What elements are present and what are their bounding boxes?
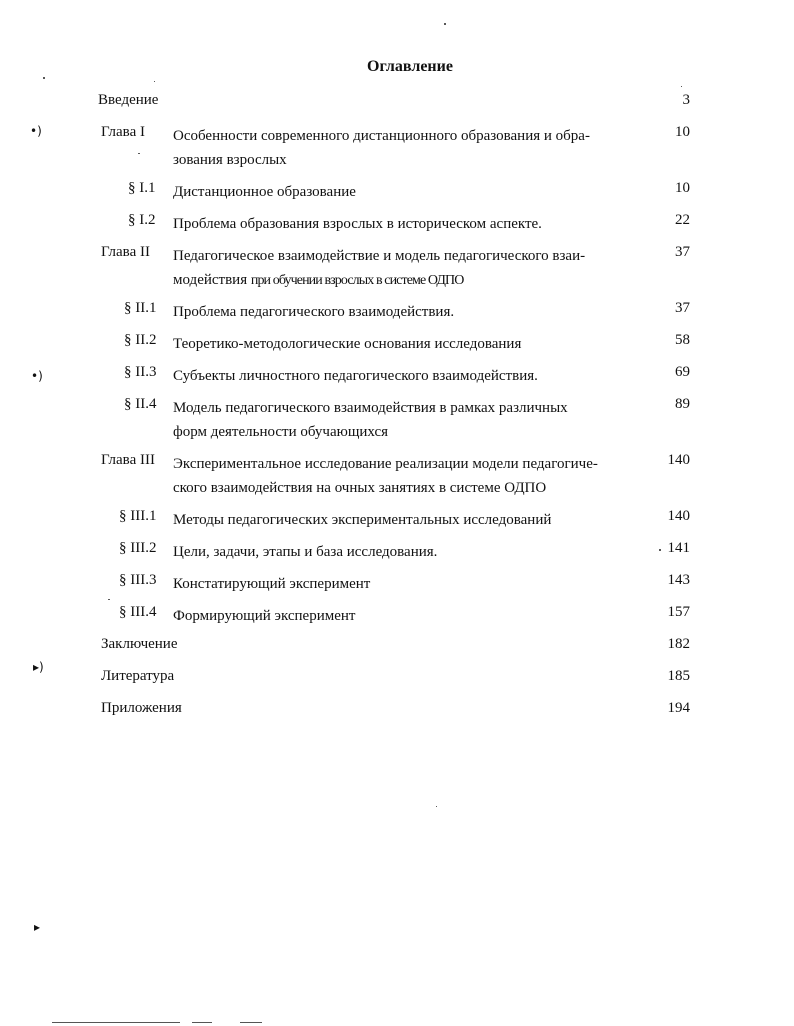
toc-entry-title [173, 508, 643, 532]
toc-entry-title-line: Дистанционное образование [173, 184, 356, 200]
toc-page-number: 140 [667, 508, 690, 524]
scan-hole-mark: •) [30, 124, 42, 138]
toc-page-number: 157 [667, 604, 690, 620]
scan-speck [659, 549, 661, 551]
toc-entry-label: § II.2 [124, 332, 157, 348]
toc-page-number: 58 [675, 332, 690, 348]
toc-page-number: 37 [675, 300, 690, 316]
page-title: Оглавление [367, 58, 453, 75]
toc-entry-title-line: зования взрослых [173, 152, 287, 168]
toc-entry-label: § I.2 [128, 212, 156, 228]
scan-speck [108, 599, 110, 600]
toc-entry-title [173, 540, 643, 564]
toc-entry-label: § II.3 [124, 364, 157, 380]
scan-edge-line [192, 1022, 212, 1023]
toc-entry-title-line: форм деятельности обучающихся [173, 424, 389, 440]
toc-entry-label: § II.4 [124, 396, 157, 412]
toc-entry-label: § III.2 [119, 540, 157, 556]
toc-page-number: 69 [675, 364, 690, 380]
toc-entry-label: Глава III [101, 452, 155, 468]
toc-page-number: 89 [675, 396, 690, 412]
toc-entry-title [173, 124, 643, 172]
toc-entry-title-line [173, 268, 643, 293]
toc-page-number: 143 [667, 572, 690, 588]
toc-entry-title [173, 244, 643, 293]
toc-entry-title-line: Педагогическое взаимодействие и модель педагогического взаи- [173, 248, 586, 264]
toc-entry-title-line: Методы педагогических экспериментальных исследований [173, 512, 552, 528]
toc-entry-label: Литература [101, 668, 175, 684]
toc-entry-title [173, 300, 643, 324]
toc-entry-title [173, 332, 643, 356]
toc-page-number: 37 [675, 244, 690, 260]
scan-edge-line [52, 1022, 180, 1023]
toc-page-number: 194 [667, 700, 690, 716]
toc-page-number: 141 [667, 540, 690, 556]
scan-speck [43, 77, 45, 79]
toc-entry-title-line-start: модействия [173, 272, 248, 288]
toc-page-number: 3 [682, 92, 690, 108]
scan-speck [154, 81, 155, 82]
scan-hole-mark: ▸ [34, 920, 41, 934]
toc-entry-label: § II.1 [124, 300, 157, 316]
toc-entry-title-line: Особенности современного дистанционного образования и обра- [173, 128, 590, 144]
toc-entry-label: § III.4 [119, 604, 157, 620]
toc-page-number: 140 [667, 452, 690, 468]
toc-entry-title-line: Теоретико-методологические основания исследования [173, 336, 522, 352]
toc-page-number: 182 [667, 636, 690, 652]
scan-speck [138, 153, 140, 154]
scan-hole-mark: •) [31, 369, 43, 383]
toc-entry-title-line: Субъекты личностного педагогического взаимодействия. [173, 368, 538, 384]
toc-entry-title-line: Формирующий эксперимент [173, 608, 356, 624]
toc-page-number: 10 [675, 180, 690, 196]
toc-entry-title-line: Экспериментальное исследование реализации модели педагогиче- [173, 456, 598, 472]
toc-entry-label: Введение [98, 92, 159, 108]
toc-entry-title-line: Проблема педагогического взаимодействия. [173, 304, 455, 320]
toc-entry-title [173, 364, 643, 388]
toc-entry-title-line: Цели, задачи, этапы и база исследования. [173, 544, 438, 560]
toc-entry-title [173, 572, 643, 596]
toc-entry-title-line-end: при обучении взрослых в системе ОДПО [250, 273, 464, 288]
toc-entry-title [173, 396, 643, 444]
toc-page-number: 10 [675, 124, 690, 140]
toc-entry-title-line: ского взаимодействия на очных занятиях в системе ОДПО [173, 480, 547, 496]
scan-edge-line [240, 1022, 262, 1023]
toc-entry-label: § I.1 [128, 180, 156, 196]
toc-page-number: 185 [667, 668, 690, 684]
toc-entry-label: Приложения [101, 700, 182, 716]
scan-speck [681, 86, 682, 87]
toc-page-number: 22 [675, 212, 690, 228]
scan-hole-mark: ▸) [33, 660, 44, 674]
toc-entry-title [173, 212, 643, 236]
toc-entry-label: § III.3 [119, 572, 157, 588]
toc-entry-label: Заключение [101, 636, 178, 652]
toc-entry-title-line: Модель педагогического взаимодействия в рамках различных [173, 400, 568, 416]
toc-entry-title-line: Констатирующий эксперимент [173, 576, 371, 592]
toc-entry-title [173, 604, 643, 628]
scan-speck [444, 23, 446, 25]
toc-entry-title [173, 452, 643, 500]
toc-entry-label: Глава I [101, 124, 145, 140]
toc-entry-label: Глава II [101, 244, 150, 260]
toc-entry-title [173, 180, 643, 204]
scan-speck [436, 806, 437, 807]
toc-entry-label: § III.1 [119, 508, 157, 524]
toc-entry-title-line: Проблема образования взрослых в историческом аспекте. [173, 216, 542, 232]
